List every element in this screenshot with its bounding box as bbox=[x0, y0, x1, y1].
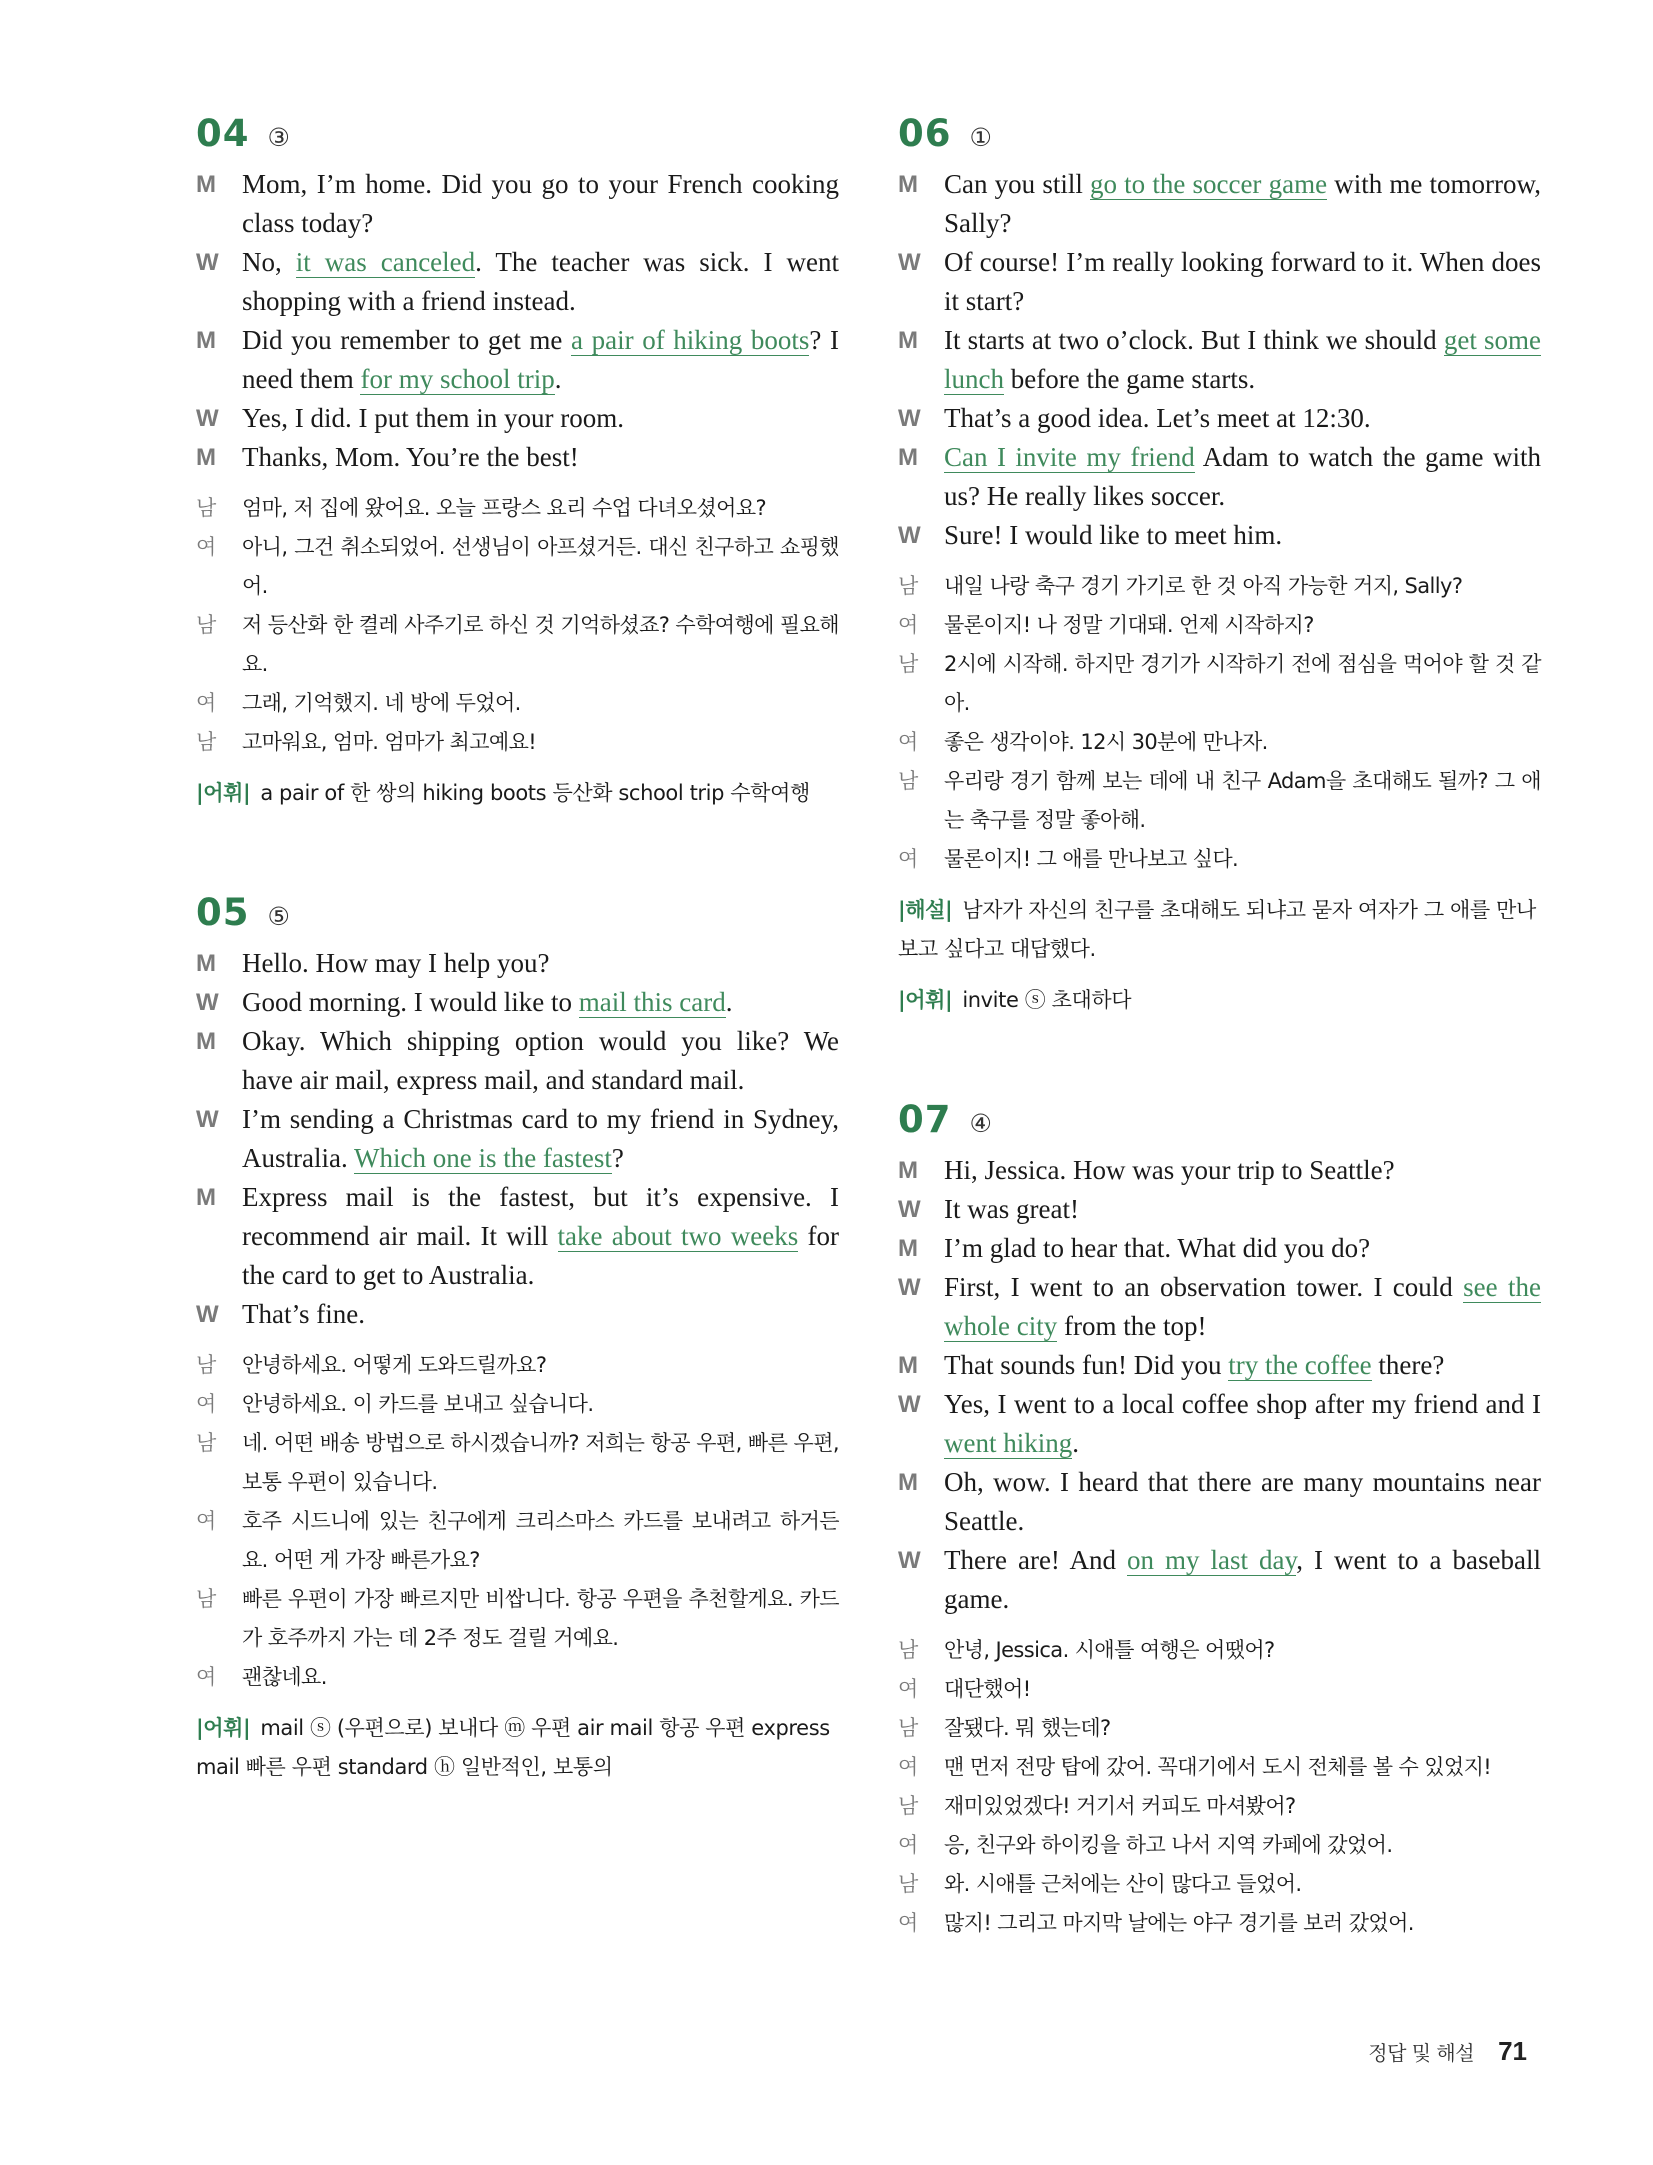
page-footer bbox=[1368, 2036, 1527, 2067]
dialogue-text bbox=[242, 399, 839, 438]
translation-line bbox=[196, 723, 839, 762]
text-segment: I’m sending a Christmas card to my friend in Sydney, Australia. bbox=[242, 1104, 839, 1173]
speaker-label: M bbox=[898, 327, 918, 354]
dialogue-text bbox=[242, 438, 839, 477]
speaker-label: M bbox=[898, 171, 918, 198]
dialogue-text bbox=[944, 1151, 1541, 1190]
text-segment: I’m glad to hear that. What did you do? bbox=[944, 1233, 1371, 1263]
speaker-label: M bbox=[196, 444, 216, 471]
note-block bbox=[196, 774, 839, 813]
translation-text: 저 등산화 한 켤레 사주기로 하신 것 기억하셨죠? 수학여행에 필요해요. bbox=[242, 613, 839, 676]
translation-line bbox=[196, 1424, 839, 1502]
dialogue-text bbox=[944, 165, 1541, 243]
translation-text: 응, 친구와 하이킹을 하고 나서 지역 카페에 갔었어. bbox=[944, 1833, 1393, 1857]
key-phrase: Which one is the fastest bbox=[353, 1143, 612, 1173]
translation-line bbox=[898, 762, 1541, 840]
translation-text: 좋은 생각이야. 12시 30분에 만나자. bbox=[944, 730, 1268, 754]
question-number: 04 bbox=[196, 112, 250, 155]
text-segment: , I went to a baseball game. bbox=[944, 1545, 1541, 1614]
korean-translation bbox=[898, 567, 1541, 879]
translation-line bbox=[898, 1826, 1541, 1865]
text-segment: That’s fine. bbox=[242, 1299, 365, 1329]
english-dialogue bbox=[196, 165, 839, 477]
translation-line bbox=[898, 1787, 1541, 1826]
dialogue-text bbox=[242, 944, 839, 983]
translation-text: 맨 먼저 전망 탑에 갔어. 꼭대기에서 도시 전체를 볼 수 있었지! bbox=[944, 1755, 1492, 1779]
dialogue-text bbox=[944, 1385, 1541, 1463]
translation-line bbox=[898, 645, 1541, 723]
speaker-label: M bbox=[898, 1157, 918, 1184]
dialogue-text bbox=[944, 1268, 1541, 1346]
dialogue-line bbox=[898, 165, 1541, 243]
dialogue-line bbox=[196, 1295, 839, 1334]
note-tag: |어휘| bbox=[196, 781, 251, 805]
dialogue-line bbox=[196, 1022, 839, 1100]
speaker-label-ko: 남 bbox=[898, 769, 919, 793]
speaker-label: W bbox=[898, 1196, 921, 1223]
dialogue-line bbox=[898, 1541, 1541, 1619]
translation-text: 물론이지! 그 애를 만나보고 싶다. bbox=[944, 847, 1239, 871]
text-segment: Hello. How may I help you? bbox=[242, 948, 550, 978]
speaker-label-ko: 남 bbox=[196, 496, 217, 520]
translation-line bbox=[898, 1709, 1541, 1748]
speaker-label-ko: 여 bbox=[898, 1677, 919, 1701]
text-segment: Can you still bbox=[944, 169, 1090, 199]
translation-text: 호주 시드니에 있는 친구에게 크리스마스 카드를 보내려고 하거든요. 어떤 게 가장 빠른가요? bbox=[242, 1509, 839, 1572]
speaker-label: W bbox=[196, 989, 219, 1016]
text-segment: Good morning. I would like to bbox=[242, 987, 579, 1017]
text-segment: No, bbox=[242, 247, 296, 277]
key-phrase: Can I invite my friend bbox=[944, 442, 1195, 472]
translation-line bbox=[196, 1385, 839, 1424]
text-segment: ? bbox=[611, 1143, 624, 1173]
note-tag: |어휘| bbox=[196, 1716, 251, 1740]
translation-line bbox=[196, 684, 839, 723]
key-phrase: mail this card bbox=[578, 987, 726, 1017]
speaker-label: M bbox=[196, 950, 216, 977]
translation-text: 빠른 우편이 가장 빠르지만 비쌉니다. 항공 우편을 추천할게요. 카드가 호주까지 가는 데 2주 정도 걸릴 거예요. bbox=[242, 1587, 839, 1650]
translation-line bbox=[898, 1865, 1541, 1904]
text-segment: from the top! bbox=[1057, 1311, 1207, 1341]
speaker-label-ko: 여 bbox=[898, 1755, 919, 1779]
speaker-label-ko: 여 bbox=[196, 1509, 217, 1533]
right-column bbox=[898, 112, 1541, 2021]
text-segment: Express mail is the fastest, but it’s expensive. I recommend air mail. It will bbox=[242, 1182, 839, 1251]
translation-line bbox=[898, 1670, 1541, 1709]
dialogue-line bbox=[898, 1385, 1541, 1463]
dialogue-line bbox=[196, 983, 839, 1022]
text-segment: . bbox=[725, 987, 733, 1017]
dialogue-line bbox=[898, 1463, 1541, 1541]
speaker-label: M bbox=[196, 171, 216, 198]
korean-translation bbox=[898, 1631, 1541, 1943]
dialogue-text bbox=[944, 1463, 1541, 1541]
translation-text: 잘됐다. 뭐 했는데? bbox=[944, 1716, 1111, 1740]
speaker-label-ko: 여 bbox=[898, 847, 919, 871]
question-header bbox=[196, 112, 839, 155]
note-text: mail ⓢ (우편으로) 보내다 ⓜ 우편 air mail 항공 우편 express mail 빠른 우편 standard ⓗ 일반적인, 보통의 bbox=[196, 1716, 830, 1779]
translation-line bbox=[196, 1658, 839, 1697]
question-header bbox=[898, 112, 1541, 155]
text-segment: . bbox=[554, 364, 562, 394]
translation-line bbox=[898, 1904, 1541, 1943]
text-segment: That’s a good idea. Let’s meet at 12:30. bbox=[944, 403, 1371, 433]
translation-line bbox=[898, 723, 1541, 762]
dialogue-text bbox=[242, 983, 839, 1022]
dialogue-text bbox=[944, 1229, 1541, 1268]
translation-text: 2시에 시작해. 하지만 경기가 시작하기 전에 점심을 먹어야 할 것 같아. bbox=[944, 652, 1541, 715]
text-segment: Hi, Jessica. How was your trip to Seattle? bbox=[944, 1155, 1395, 1185]
dialogue-text bbox=[944, 1346, 1541, 1385]
text-segment: It was great! bbox=[944, 1194, 1079, 1224]
speaker-label: M bbox=[898, 1352, 918, 1379]
dialogue-line bbox=[898, 399, 1541, 438]
dialogue-line bbox=[898, 438, 1541, 516]
note-tag: |해설| bbox=[898, 898, 953, 922]
dialogue-text bbox=[242, 1022, 839, 1100]
text-segment: Sure! I would like to meet him. bbox=[944, 520, 1283, 550]
speaker-label-ko: 남 bbox=[898, 574, 919, 598]
translation-line bbox=[196, 606, 839, 684]
translation-text: 와. 시애틀 근처에는 산이 많다고 들었어. bbox=[944, 1872, 1302, 1896]
dialogue-line bbox=[898, 1229, 1541, 1268]
text-segment: Adam to watch the game with us? He really likes soccer. bbox=[944, 442, 1541, 511]
translation-text: 엄마, 저 집에 왔어요. 오늘 프랑스 요리 수업 다녀오셨어요? bbox=[242, 496, 767, 520]
question-04 bbox=[196, 112, 839, 813]
speaker-label-ko: 남 bbox=[898, 652, 919, 676]
text-segment: Of course! I’m really looking forward to it. When does it start? bbox=[944, 247, 1541, 316]
translation-line bbox=[898, 1631, 1541, 1670]
text-segment: First, I went to an observation tower. I could bbox=[944, 1272, 1464, 1302]
text-segment: It starts at two o’clock. But I think we should bbox=[944, 325, 1444, 355]
dialogue-text bbox=[944, 1541, 1541, 1619]
dialogue-text bbox=[944, 321, 1541, 399]
speaker-label: W bbox=[898, 1547, 921, 1574]
speaker-label: W bbox=[898, 522, 921, 549]
key-phrase: try the coffee bbox=[1228, 1350, 1372, 1380]
speaker-label: M bbox=[196, 1184, 216, 1211]
text-segment: Oh, wow. I heard that there are many mountains near Seattle. bbox=[944, 1467, 1541, 1536]
dialogue-text bbox=[242, 1178, 839, 1295]
speaker-label: M bbox=[196, 327, 216, 354]
dialogue-line bbox=[898, 321, 1541, 399]
dialogue-line bbox=[196, 399, 839, 438]
translation-text: 안녕하세요. 이 카드를 보내고 싶습니다. bbox=[242, 1392, 594, 1416]
dialogue-line bbox=[196, 944, 839, 983]
key-phrase: take about two weeks bbox=[557, 1221, 799, 1251]
key-phrase: a pair of hiking boots bbox=[571, 325, 810, 355]
left-column bbox=[196, 112, 839, 1865]
translation-text: 물론이지! 나 정말 기대돼. 언제 시작하지? bbox=[944, 613, 1314, 637]
key-phrase: get some lunch bbox=[944, 325, 1541, 394]
translation-line bbox=[898, 840, 1541, 879]
text-segment: There are! And bbox=[944, 1545, 1127, 1575]
translation-line bbox=[898, 606, 1541, 645]
translation-text: 네. 어떤 배송 방법으로 하시겠습니까? 저희는 항공 우편, 빠른 우편, 보통 우편이 있습니다. bbox=[242, 1431, 839, 1494]
question-header bbox=[898, 1098, 1541, 1141]
speaker-label: M bbox=[196, 1028, 216, 1055]
english-dialogue bbox=[898, 1151, 1541, 1619]
translation-line bbox=[196, 1502, 839, 1580]
speaker-label: W bbox=[196, 1106, 219, 1133]
speaker-label: M bbox=[898, 1235, 918, 1262]
dialogue-text bbox=[242, 243, 839, 321]
dialogue-line bbox=[898, 516, 1541, 555]
dialogue-line bbox=[196, 243, 839, 321]
speaker-label-ko: 남 bbox=[196, 613, 217, 637]
text-segment: . The teacher was sick. I went shopping with a friend instead. bbox=[242, 247, 839, 316]
dialogue-line bbox=[898, 1346, 1541, 1385]
text-segment: Yes, I went to a local coffee shop after my friend and I bbox=[944, 1389, 1541, 1419]
translation-line bbox=[196, 528, 839, 606]
question-number: 06 bbox=[898, 112, 952, 155]
speaker-label-ko: 남 bbox=[898, 1872, 919, 1896]
text-segment: with me tomorrow, Sally? bbox=[944, 169, 1542, 238]
speaker-label-ko: 여 bbox=[898, 1833, 919, 1857]
key-phrase: see the whole city bbox=[944, 1272, 1541, 1341]
speaker-label-ko: 여 bbox=[196, 535, 217, 559]
speaker-label-ko: 여 bbox=[898, 730, 919, 754]
translation-text: 재미있었겠다! 거기서 커피도 마셔봤어? bbox=[944, 1794, 1296, 1818]
text-segment: Thanks, Mom. You’re the best! bbox=[242, 442, 579, 472]
page-number: 71 bbox=[1498, 2036, 1527, 2066]
translation-line bbox=[196, 1346, 839, 1385]
key-phrase: for my school trip bbox=[360, 364, 555, 394]
question-number: 05 bbox=[196, 891, 250, 934]
dialogue-line bbox=[196, 165, 839, 243]
dialogue-text bbox=[242, 165, 839, 243]
translation-line bbox=[898, 1748, 1541, 1787]
text-segment: That sounds fun! Did you bbox=[944, 1350, 1229, 1380]
translation-text: 많지! 그리고 마지막 날에는 야구 경기를 보러 갔었어. bbox=[944, 1911, 1414, 1935]
note-text: 남자가 자신의 친구를 초대해도 되냐고 묻자 여자가 그 애를 만나보고 싶다고 대답했다. bbox=[898, 898, 1536, 961]
dialogue-text bbox=[944, 399, 1541, 438]
text-segment: for the card to get to Australia. bbox=[242, 1221, 840, 1290]
dialogue-text bbox=[242, 1100, 839, 1178]
key-phrase: go to the soccer game bbox=[1090, 169, 1328, 199]
note-text: a pair of 한 쌍의 hiking boots 등산화 school trip 수학여행 bbox=[260, 781, 810, 805]
translation-text: 대단했어! bbox=[944, 1677, 1031, 1701]
text-segment: Yes, I did. I put them in your room. bbox=[242, 403, 624, 433]
note-text: invite ⓢ 초대하다 bbox=[962, 988, 1132, 1012]
text-segment: Mom, I’m home. Did you go to your French cooking class today? bbox=[242, 169, 839, 238]
dialogue-line bbox=[196, 321, 839, 399]
key-phrase: it was canceled bbox=[295, 247, 476, 277]
translation-line bbox=[196, 1580, 839, 1658]
note-block bbox=[196, 1709, 839, 1787]
text-segment: . bbox=[1072, 1428, 1079, 1458]
speaker-label-ko: 여 bbox=[196, 1665, 217, 1689]
speaker-label: W bbox=[898, 1391, 921, 1418]
dialogue-text bbox=[944, 516, 1541, 555]
note-block bbox=[898, 891, 1541, 969]
korean-translation bbox=[196, 1346, 839, 1697]
speaker-label-ko: 여 bbox=[898, 1911, 919, 1935]
speaker-label: M bbox=[898, 1469, 918, 1496]
text-segment: there? bbox=[1371, 1350, 1445, 1380]
translation-text: 안녕, Jessica. 시애틀 여행은 어땠어? bbox=[944, 1638, 1275, 1662]
speaker-label: W bbox=[898, 405, 921, 432]
dialogue-line bbox=[196, 438, 839, 477]
question-header bbox=[196, 891, 839, 934]
english-dialogue bbox=[196, 944, 839, 1334]
dialogue-line bbox=[196, 1100, 839, 1178]
translation-text: 괜찮네요. bbox=[242, 1665, 327, 1689]
dialogue-line bbox=[898, 1190, 1541, 1229]
translation-line bbox=[196, 489, 839, 528]
translation-text: 우리랑 경기 함께 보는 데에 내 친구 Adam을 초대해도 될까? 그 애는 축구를 정말 좋아해. bbox=[944, 769, 1541, 832]
speaker-label-ko: 남 bbox=[196, 1587, 217, 1611]
text-segment: Did you remember to get me bbox=[242, 325, 572, 355]
dialogue-line bbox=[898, 243, 1541, 321]
answer-mark: ④ bbox=[969, 1109, 992, 1138]
speaker-label: M bbox=[898, 444, 918, 471]
speaker-label-ko: 여 bbox=[196, 1392, 217, 1416]
text-segment: Okay. Which shipping option would you like? We have air mail, express mail, and standard mail. bbox=[242, 1026, 839, 1095]
translation-text: 내일 나랑 축구 경기 가기로 한 것 아직 가능한 거지, Sally? bbox=[944, 574, 1463, 598]
speaker-label-ko: 남 bbox=[898, 1638, 919, 1662]
dialogue-line bbox=[898, 1151, 1541, 1190]
dialogue-text bbox=[242, 1295, 839, 1334]
dialogue-text bbox=[242, 321, 839, 399]
speaker-label-ko: 여 bbox=[196, 691, 217, 715]
speaker-label-ko: 남 bbox=[898, 1794, 919, 1818]
note-tag: |어휘| bbox=[898, 988, 953, 1012]
key-phrase: on my last day bbox=[1126, 1545, 1297, 1575]
key-phrase: went hiking bbox=[944, 1428, 1073, 1458]
text-segment: ? I need them bbox=[242, 325, 839, 394]
speaker-label: W bbox=[196, 405, 219, 432]
answer-mark: ⑤ bbox=[267, 902, 290, 931]
question-05 bbox=[196, 891, 839, 1787]
speaker-label-ko: 남 bbox=[196, 730, 217, 754]
answer-mark: ③ bbox=[267, 123, 290, 152]
text-segment: before the game starts. bbox=[1004, 364, 1256, 394]
translation-line bbox=[898, 567, 1541, 606]
translation-text: 고마워요, 엄마. 엄마가 최고예요! bbox=[242, 730, 537, 754]
dialogue-line bbox=[196, 1178, 839, 1295]
speaker-label-ko: 남 bbox=[898, 1716, 919, 1740]
question-number: 07 bbox=[898, 1098, 952, 1141]
speaker-label: W bbox=[898, 1274, 921, 1301]
translation-text: 그래, 기억했지. 네 방에 두었어. bbox=[242, 691, 521, 715]
english-dialogue bbox=[898, 165, 1541, 555]
footer-label: 정답 및 해설 bbox=[1368, 2041, 1475, 2065]
dialogue-text bbox=[944, 243, 1541, 321]
dialogue-text bbox=[944, 438, 1541, 516]
speaker-label: W bbox=[898, 249, 921, 276]
dialogue-line bbox=[898, 1268, 1541, 1346]
speaker-label: W bbox=[196, 1301, 219, 1328]
speaker-label-ko: 남 bbox=[196, 1353, 217, 1377]
korean-translation bbox=[196, 489, 839, 762]
question-06 bbox=[898, 112, 1541, 1020]
dialogue-text bbox=[944, 1190, 1541, 1229]
translation-text: 아니, 그건 취소되었어. 선생님이 아프셨거든. 대신 친구하고 쇼핑했어. bbox=[242, 535, 839, 598]
speaker-label-ko: 여 bbox=[898, 613, 919, 637]
question-07 bbox=[898, 1098, 1541, 1943]
speaker-label-ko: 남 bbox=[196, 1431, 217, 1455]
speaker-label: W bbox=[196, 249, 219, 276]
translation-text: 안녕하세요. 어떻게 도와드릴까요? bbox=[242, 1353, 547, 1377]
note-block bbox=[898, 981, 1541, 1020]
answer-mark: ① bbox=[969, 123, 992, 152]
